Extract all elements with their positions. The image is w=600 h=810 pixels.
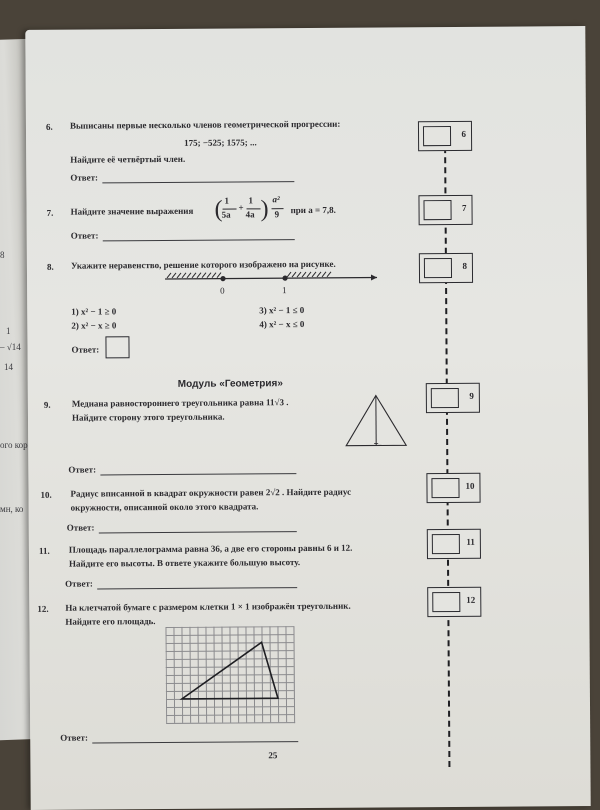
q12-box-label: 12 bbox=[466, 595, 475, 605]
q9-box-label: 9 bbox=[469, 391, 474, 401]
q8-number-line bbox=[165, 270, 379, 293]
q6-sequence: 175; −525; 1575; ... bbox=[184, 136, 257, 150]
q9-text-2: Найдите сторону этого треугольника. bbox=[72, 411, 225, 425]
q7-number: 7. bbox=[47, 208, 54, 218]
q8-option-2: 2) x² − x ≥ 0 bbox=[71, 319, 116, 332]
q12-number: 12. bbox=[37, 604, 48, 614]
q12-text-2: Найдите его площадь. bbox=[65, 615, 155, 629]
q7-answer-label: Ответ: bbox=[71, 229, 99, 242]
q7-expression: ( 1 5a + 1 4a ) a² 9 bbox=[214, 194, 286, 225]
q10-text-2: окружности, описанной около этого квадрата. bbox=[71, 500, 259, 514]
q12-triangle-figure bbox=[165, 626, 296, 725]
q11-box-label: 11 bbox=[466, 537, 475, 547]
q9-answer-box[interactable] bbox=[426, 383, 480, 413]
q12-answer-label: Ответ: bbox=[60, 732, 88, 745]
q7-frac-b-num: 1 bbox=[248, 194, 253, 207]
left-fragment: ого кор bbox=[0, 440, 28, 450]
q9-number: 9. bbox=[44, 400, 51, 410]
q6-answer-line[interactable] bbox=[102, 181, 294, 183]
q8-answer-cell-right[interactable] bbox=[424, 258, 452, 278]
q6-number: 6. bbox=[46, 122, 53, 132]
q8-axis-label-0: 0 bbox=[220, 285, 225, 298]
q9-answer-line[interactable] bbox=[100, 473, 296, 475]
module-title: Модуль «Геометрия» bbox=[178, 378, 283, 390]
q7-answer-line[interactable] bbox=[103, 239, 295, 241]
left-fragment: – √14 bbox=[0, 342, 21, 352]
q7-frac-b-den: 4a bbox=[246, 208, 255, 221]
q8-number: 8. bbox=[47, 262, 54, 272]
q7-text-after: при a = 7,8. bbox=[291, 204, 336, 217]
q7-answer-box[interactable] bbox=[418, 195, 472, 225]
q8-option-3: 3) x² − 1 ≤ 0 bbox=[259, 304, 304, 317]
q7-frac-a-den: 5a bbox=[222, 209, 231, 222]
q11-text-1: Площадь параллелограмма равна 36, а две его стороны равны 6 и 12. bbox=[69, 542, 353, 557]
q11-answer-label: Ответ: bbox=[65, 578, 93, 591]
q7-frac-c-num: a² bbox=[272, 193, 279, 206]
q6-box-label: 6 bbox=[461, 129, 466, 139]
q10-text-1: Радиус вписанной в квадрат окружности равен 2√2 . Найдите радиус bbox=[70, 486, 351, 501]
worksheet-page bbox=[25, 26, 590, 810]
q6-answer-box[interactable] bbox=[418, 121, 472, 151]
q8-axis-label-1: 1 bbox=[282, 284, 287, 297]
q11-answer-cell[interactable] bbox=[432, 534, 460, 554]
left-fragment: 8 bbox=[0, 250, 5, 260]
q9-answer-label: Ответ: bbox=[68, 463, 96, 476]
q11-text-2: Найдите его высоты. В ответе укажите большую высоту. bbox=[69, 556, 300, 571]
q10-number: 10. bbox=[40, 490, 51, 500]
q11-number: 11. bbox=[39, 546, 50, 556]
left-fragment: 14 bbox=[4, 362, 13, 372]
page-number: 25 bbox=[268, 750, 277, 760]
q7-text-before: Найдите значение выражения bbox=[71, 205, 194, 219]
q7-frac-a-num: 1 bbox=[224, 195, 229, 208]
q7-box-label: 7 bbox=[462, 203, 467, 213]
q6-answer-cell[interactable] bbox=[423, 126, 451, 146]
q6-text: Выписаны первые несколько членов геометрической прогрессии: bbox=[70, 118, 340, 133]
q10-answer-label: Ответ: bbox=[67, 521, 95, 534]
q11-answer-box[interactable] bbox=[427, 529, 481, 559]
q12-answer-cell[interactable] bbox=[432, 592, 460, 612]
q8-answer-box[interactable] bbox=[419, 253, 473, 283]
q9-answer-cell[interactable] bbox=[431, 388, 459, 408]
q8-text: Укажите неравенство, решение которого изображено на рисунке. bbox=[71, 258, 336, 273]
q9-triangle-figure bbox=[344, 393, 408, 449]
q8-option-4: 4) x² − x ≤ 0 bbox=[259, 318, 304, 331]
q12-answer-box[interactable] bbox=[427, 587, 481, 617]
left-fragment: 1 bbox=[6, 326, 11, 336]
left-fragment: мн, ко bbox=[0, 504, 23, 514]
q11-answer-line[interactable] bbox=[97, 587, 297, 589]
q6-task: Найдите её четвёртый член. bbox=[70, 153, 185, 167]
q7-answer-cell[interactable] bbox=[423, 200, 451, 220]
q12-answer-line[interactable] bbox=[92, 741, 298, 743]
q7-frac-c-den: 9 bbox=[275, 208, 280, 221]
q9-text-1: Медиана равностороннего треугольника равна 11√3 . bbox=[72, 396, 289, 411]
q10-answer-cell[interactable] bbox=[431, 478, 459, 498]
q10-answer-box[interactable] bbox=[426, 473, 480, 503]
q8-answer-cell[interactable] bbox=[105, 336, 129, 358]
q10-answer-line[interactable] bbox=[99, 531, 297, 533]
q8-option-1: 1) x² − 1 ≥ 0 bbox=[71, 305, 116, 318]
q6-answer-label: Ответ: bbox=[70, 171, 98, 184]
q8-answer-label: Ответ: bbox=[71, 343, 99, 356]
q10-box-label: 10 bbox=[465, 481, 474, 491]
q8-box-label: 8 bbox=[462, 261, 467, 271]
q12-text-1: На клетчатой бумаге с размером клетки 1 × 1 изображён треугольник. bbox=[65, 600, 351, 615]
